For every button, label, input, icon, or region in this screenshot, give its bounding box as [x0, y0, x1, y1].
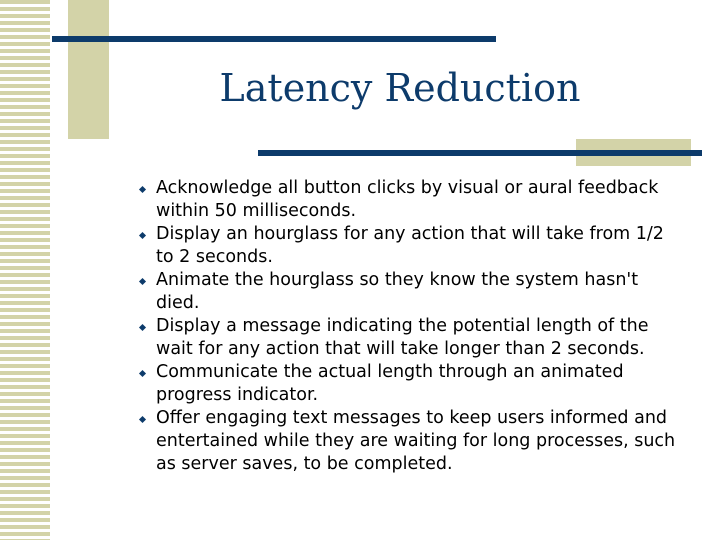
diamond-bullet-icon — [139, 278, 146, 285]
bullet-item — [140, 223, 685, 269]
diamond-bullet-icon — [139, 186, 146, 193]
bullet-text: Acknowledge all button clicks by visual or aural feedback within 50 milliseconds. — [156, 178, 659, 221]
bullet-item — [140, 177, 685, 223]
bullet-text: Offer engaging text messages to keep users informed and entertained while they are waiting for long processes, such as server saves, to be completed. — [156, 408, 676, 474]
decorative-stripes — [0, 0, 50, 540]
title-bar-top — [52, 36, 496, 42]
title-bar-bottom — [258, 150, 702, 156]
slide-title: Latency Reduction — [219, 66, 581, 110]
diamond-bullet-icon — [139, 232, 146, 239]
diamond-bullet-icon — [139, 324, 146, 331]
diamond-bullet-icon — [139, 370, 146, 377]
bullet-item — [140, 315, 685, 361]
bullet-text: Animate the hourglass so they know the system hasn't died. — [156, 270, 639, 313]
bullet-item — [140, 269, 685, 315]
diamond-bullet-icon — [139, 416, 146, 423]
bullet-text: Communicate the actual length through an animated progress indicator. — [156, 362, 624, 405]
bullet-text: Display a message indicating the potential length of the wait for any action that will take longer than 2 seconds. — [156, 316, 649, 359]
bullet-item — [140, 361, 685, 407]
decorative-block-top — [68, 0, 109, 139]
bullet-text: Display an hourglass for any action that will take from 1/2 to 2 seconds. — [156, 224, 664, 267]
bullet-list — [140, 177, 685, 476]
bullet-item — [140, 407, 685, 476]
